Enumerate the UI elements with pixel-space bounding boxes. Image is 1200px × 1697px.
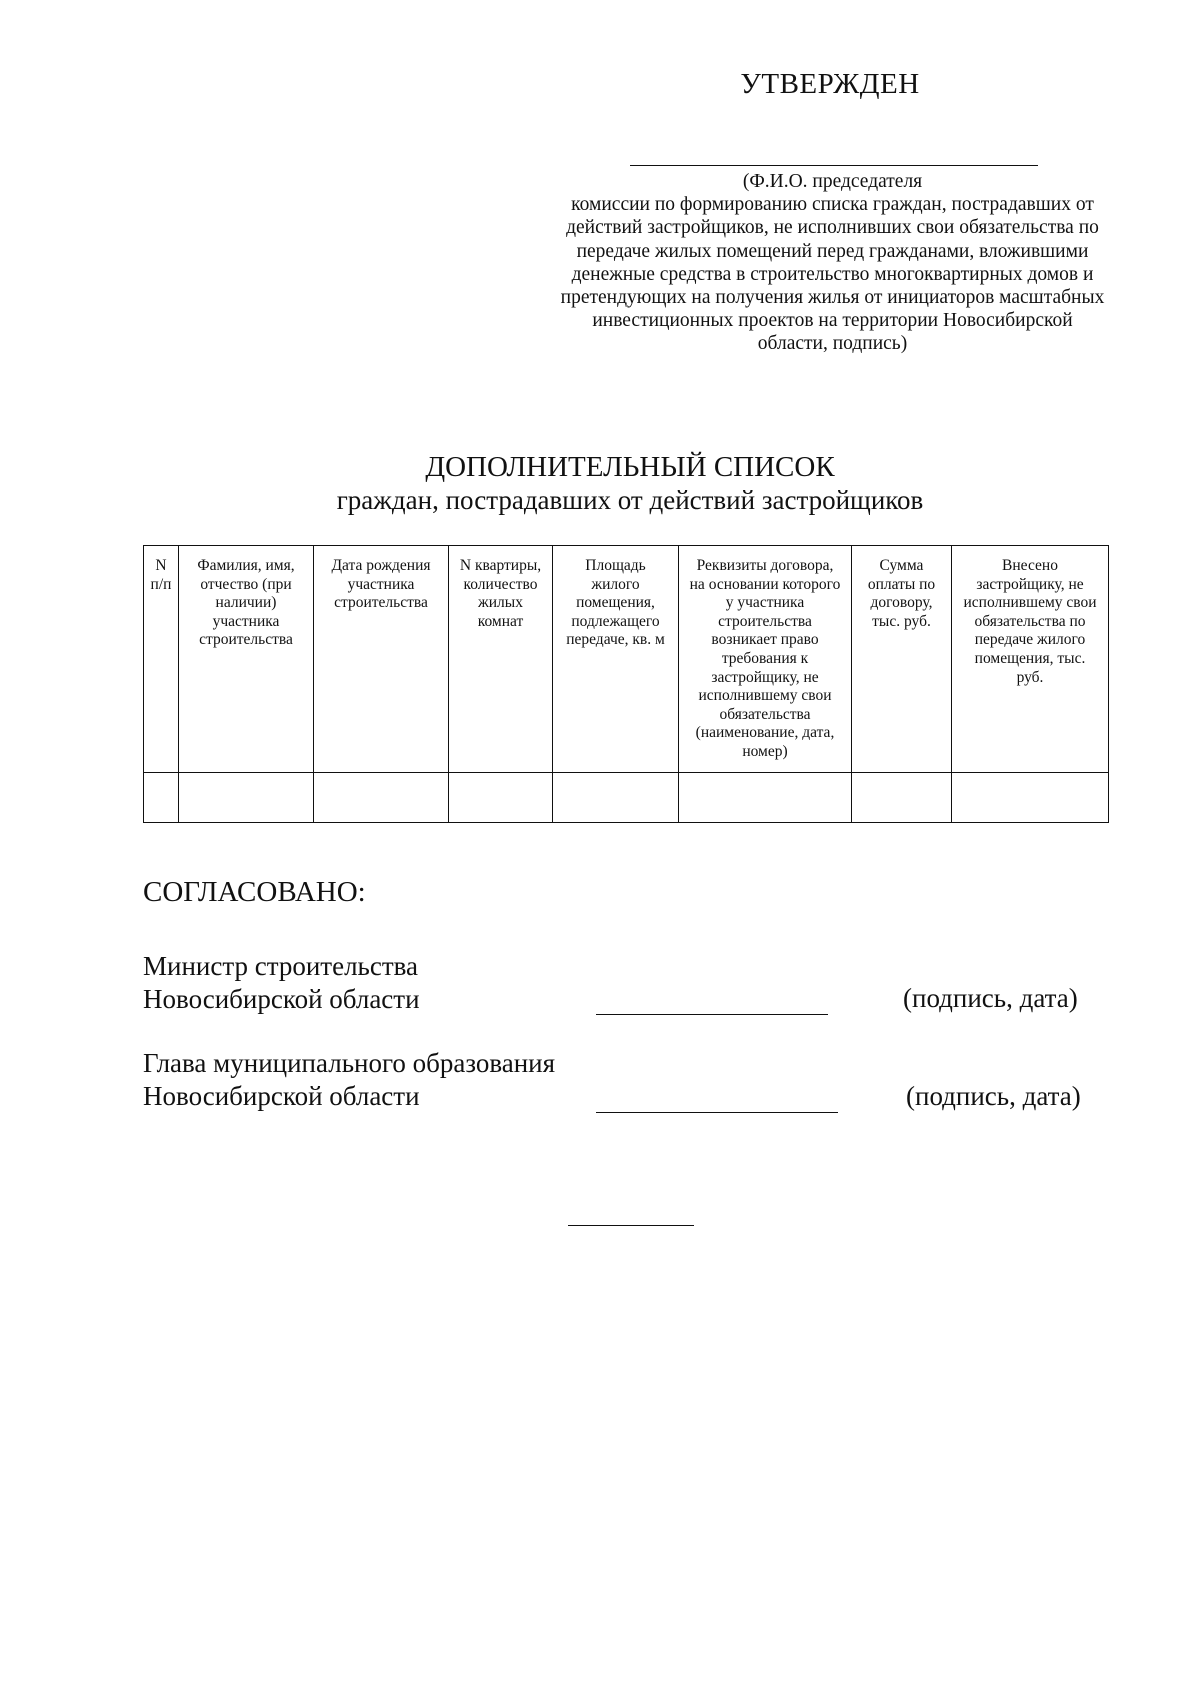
minister-signatory-label <box>143 950 663 1016</box>
header-line: N <box>155 557 167 574</box>
approver-caption-line: (Ф.И.О. председателя <box>742 171 923 192</box>
approver-caption-line: действий застройщиков, не исполнивших свои обязательства по <box>566 217 1099 239</box>
header-line: п/п <box>150 575 172 593</box>
footer-separator-line <box>568 1225 694 1226</box>
column-header-full-name <box>179 546 314 773</box>
header-line: Сумма <box>879 557 924 574</box>
approver-signature-line <box>630 165 1038 166</box>
approver-caption-line: области, подпись) <box>757 333 908 355</box>
header-line: тыс. руб. <box>872 612 931 630</box>
header-line: номер) <box>742 742 788 760</box>
header-line: оплаты по <box>867 575 936 593</box>
header-line: подлежащего <box>571 612 660 630</box>
header-line: N квартиры, <box>459 557 542 574</box>
municipal-head-signatory-label <box>143 1047 663 1113</box>
header-line: застройщику, не <box>976 575 1084 593</box>
header-line: наличии) <box>215 594 277 612</box>
header-line: обязательства по <box>974 612 1086 630</box>
table-cell <box>679 773 852 823</box>
approver-caption-line: передаче жилых помещений перед гражданами, вложившими <box>576 240 1089 262</box>
approver-caption-line: комиссии по формированию списка граждан, пострадавших от <box>571 194 1094 216</box>
table-cell <box>952 773 1109 823</box>
signatory-label-line: Глава муниципального образования <box>143 1048 556 1078</box>
header-line: Площадь <box>585 557 646 574</box>
header-line: жилого <box>591 575 640 593</box>
header-line: руб. <box>1016 668 1044 686</box>
header-line: возникает право <box>711 631 819 649</box>
header-line: жилых <box>478 594 523 612</box>
column-header-apartment <box>449 546 553 773</box>
municipal-head-signature-line <box>596 1112 838 1113</box>
document-title: ДОПОЛНИТЕЛЬНЫЙ СПИСОК <box>425 451 835 483</box>
header-line: обязательства <box>719 705 811 723</box>
approver-caption-line: инвестиционных проектов на территории Новосибирской <box>592 310 1073 332</box>
minister-signature-line <box>596 1014 828 1015</box>
signatory-label-line: Новосибирской области <box>143 984 420 1014</box>
header-line: строительства <box>718 612 812 630</box>
table-cell <box>449 773 553 823</box>
header-line: исполнившему свои <box>698 687 832 705</box>
signatory-label-line: Новосибирской области <box>143 1081 420 1111</box>
approver-caption-line: претендующих на получения жилья от инициаторов масштабных <box>560 287 1105 309</box>
header-line: застройщику, не <box>711 668 819 686</box>
header-line: помещения, <box>576 594 655 612</box>
approved-heading: УТВЕРЖДЕН <box>740 68 920 100</box>
header-line: помещения, тыс. <box>974 649 1086 667</box>
header-line: у участника <box>725 594 805 612</box>
column-header-payment-sum <box>852 546 952 773</box>
header-line: исполнившему свои <box>963 594 1097 612</box>
header-line: требования к <box>721 649 809 667</box>
municipal-head-signature-hint: (подпись, дата) <box>906 1081 1081 1111</box>
header-line: комнат <box>477 612 524 630</box>
column-header-number <box>144 546 179 773</box>
header-line: на основании которого <box>689 575 841 593</box>
table-cell <box>553 773 679 823</box>
header-line: участника <box>347 575 415 593</box>
signatory-label-line: Министр строительства <box>143 951 419 981</box>
approver-caption-line: денежные средства в строительство многоквартирных домов и <box>571 263 1094 285</box>
minister-signature-hint: (подпись, дата) <box>903 983 1078 1013</box>
table-header-row <box>144 546 1109 773</box>
header-line: передаче, кв. м <box>566 631 665 649</box>
header-line: Внесено <box>1002 557 1058 574</box>
approver-caption <box>540 170 1125 356</box>
table-cell <box>852 773 952 823</box>
header-line: (наименование, дата, <box>695 724 835 742</box>
column-header-contract-details <box>679 546 852 773</box>
document-subtitle: граждан, пострадавших от действий застройщиков <box>336 485 924 515</box>
header-line: отчество (при <box>200 575 292 593</box>
table-cell <box>144 773 179 823</box>
column-header-paid-to-developer <box>952 546 1109 773</box>
header-line: Фамилия, имя, <box>197 557 295 574</box>
table-row <box>144 773 1109 823</box>
column-header-birth-date <box>314 546 449 773</box>
citizens-table <box>143 545 1109 823</box>
table-cell <box>179 773 314 823</box>
agreed-heading: СОГЛАСОВАНО: <box>143 876 366 908</box>
header-line: количество <box>463 575 538 593</box>
header-line: строительства <box>199 631 293 649</box>
column-header-area <box>553 546 679 773</box>
header-line: строительства <box>334 594 428 612</box>
header-line: передаче жилого <box>974 631 1086 649</box>
header-line: Дата рождения <box>331 557 431 574</box>
table-cell <box>314 773 449 823</box>
header-line: договору, <box>870 594 933 612</box>
header-line: Реквизиты договора, <box>696 557 834 574</box>
header-line: участника <box>212 612 280 630</box>
